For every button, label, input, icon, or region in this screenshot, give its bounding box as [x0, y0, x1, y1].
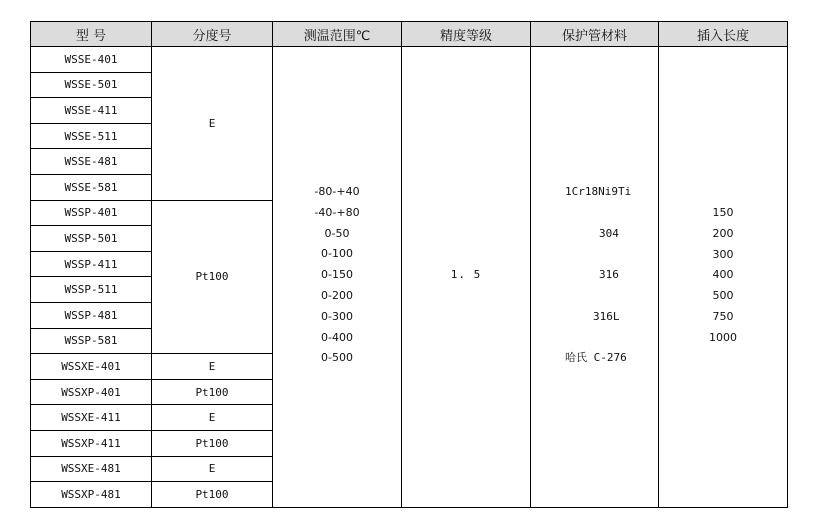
- graduation-cell: E: [152, 354, 273, 380]
- temp-range-item: 0-300: [321, 309, 353, 323]
- length-cell: [659, 47, 788, 508]
- model-cell: WSSXE-411: [31, 405, 152, 431]
- graduation-cell: E: [152, 456, 273, 482]
- model-cell: WSSXE-401: [31, 354, 152, 380]
- header-material: 保护管材料: [531, 22, 659, 47]
- length-item: 400: [712, 268, 734, 282]
- accuracy-value: 1. 5: [450, 268, 482, 281]
- model-cell: WSSE-501: [31, 72, 152, 98]
- model-cell: WSSP-501: [31, 226, 152, 252]
- header-accuracy: 精度等级: [402, 22, 531, 47]
- header-length: 插入长度: [659, 22, 788, 47]
- model-cell: WSSE-581: [31, 174, 152, 200]
- model-cell: WSSP-511: [31, 277, 152, 303]
- header-row: [31, 22, 788, 47]
- graduation-cell: Pt100: [152, 200, 273, 354]
- temp-range-item: -80-+40: [314, 185, 360, 198]
- length-item: 150: [712, 206, 734, 219]
- model-cell: WSSXP-481: [31, 482, 152, 508]
- model-cell: WSSE-511: [31, 123, 152, 149]
- temp-range-item: 0-50: [324, 226, 350, 240]
- model-cell: WSSE-401: [31, 47, 152, 73]
- model-cell: WSSP-411: [31, 251, 152, 277]
- length-item: 300: [712, 247, 734, 261]
- header-temp-range: 测温范围℃: [273, 22, 402, 47]
- accuracy-cell: [402, 47, 531, 508]
- temp-range-item: 0-150: [321, 268, 353, 282]
- graduation-cell: E: [152, 405, 273, 431]
- material-item: [531, 244, 658, 265]
- temp-range-item: 0-100: [321, 247, 353, 261]
- header-model: 型 号: [31, 22, 152, 47]
- model-cell: WSSP-481: [31, 302, 152, 328]
- model-cell: WSSE-411: [31, 98, 152, 124]
- model-cell: WSSXP-401: [31, 379, 152, 405]
- length-item: 500: [712, 289, 734, 303]
- graduation-cell: Pt100: [152, 430, 273, 456]
- graduation-cell: E: [152, 47, 273, 201]
- model-cell: WSSE-481: [31, 149, 152, 175]
- temp-range-item: 0-500: [321, 351, 353, 365]
- material-item: [531, 328, 658, 349]
- model-cell: WSSXP-411: [31, 430, 152, 456]
- material-item: 316L: [593, 309, 620, 323]
- length-item: 200: [712, 226, 734, 240]
- graduation-cell: Pt100: [152, 379, 273, 405]
- material-item: 哈氏 C-276: [565, 351, 627, 365]
- header-graduation: 分度号: [152, 22, 273, 47]
- length-item: 1000: [709, 330, 737, 344]
- temp-range-item: -40-+80: [314, 205, 360, 219]
- table-row: [31, 47, 788, 73]
- material-item: 316: [599, 268, 619, 282]
- model-cell: WSSP-581: [31, 328, 152, 354]
- length-item: 750: [712, 309, 734, 323]
- temp-range-item: 0-200: [321, 288, 353, 302]
- material-item: [531, 203, 658, 224]
- graduation-cell: Pt100: [152, 482, 273, 508]
- spec-table: [30, 21, 788, 508]
- material-item: [531, 286, 658, 307]
- temp-range-cell: [273, 47, 402, 508]
- model-cell: WSSXE-481: [31, 456, 152, 482]
- material-item: 304: [599, 226, 619, 240]
- material-cell: [531, 47, 659, 508]
- material-item: 1Cr18Ni9Ti: [565, 185, 632, 198]
- model-cell: WSSP-401: [31, 200, 152, 226]
- temp-range-item: 0-400: [321, 330, 353, 344]
